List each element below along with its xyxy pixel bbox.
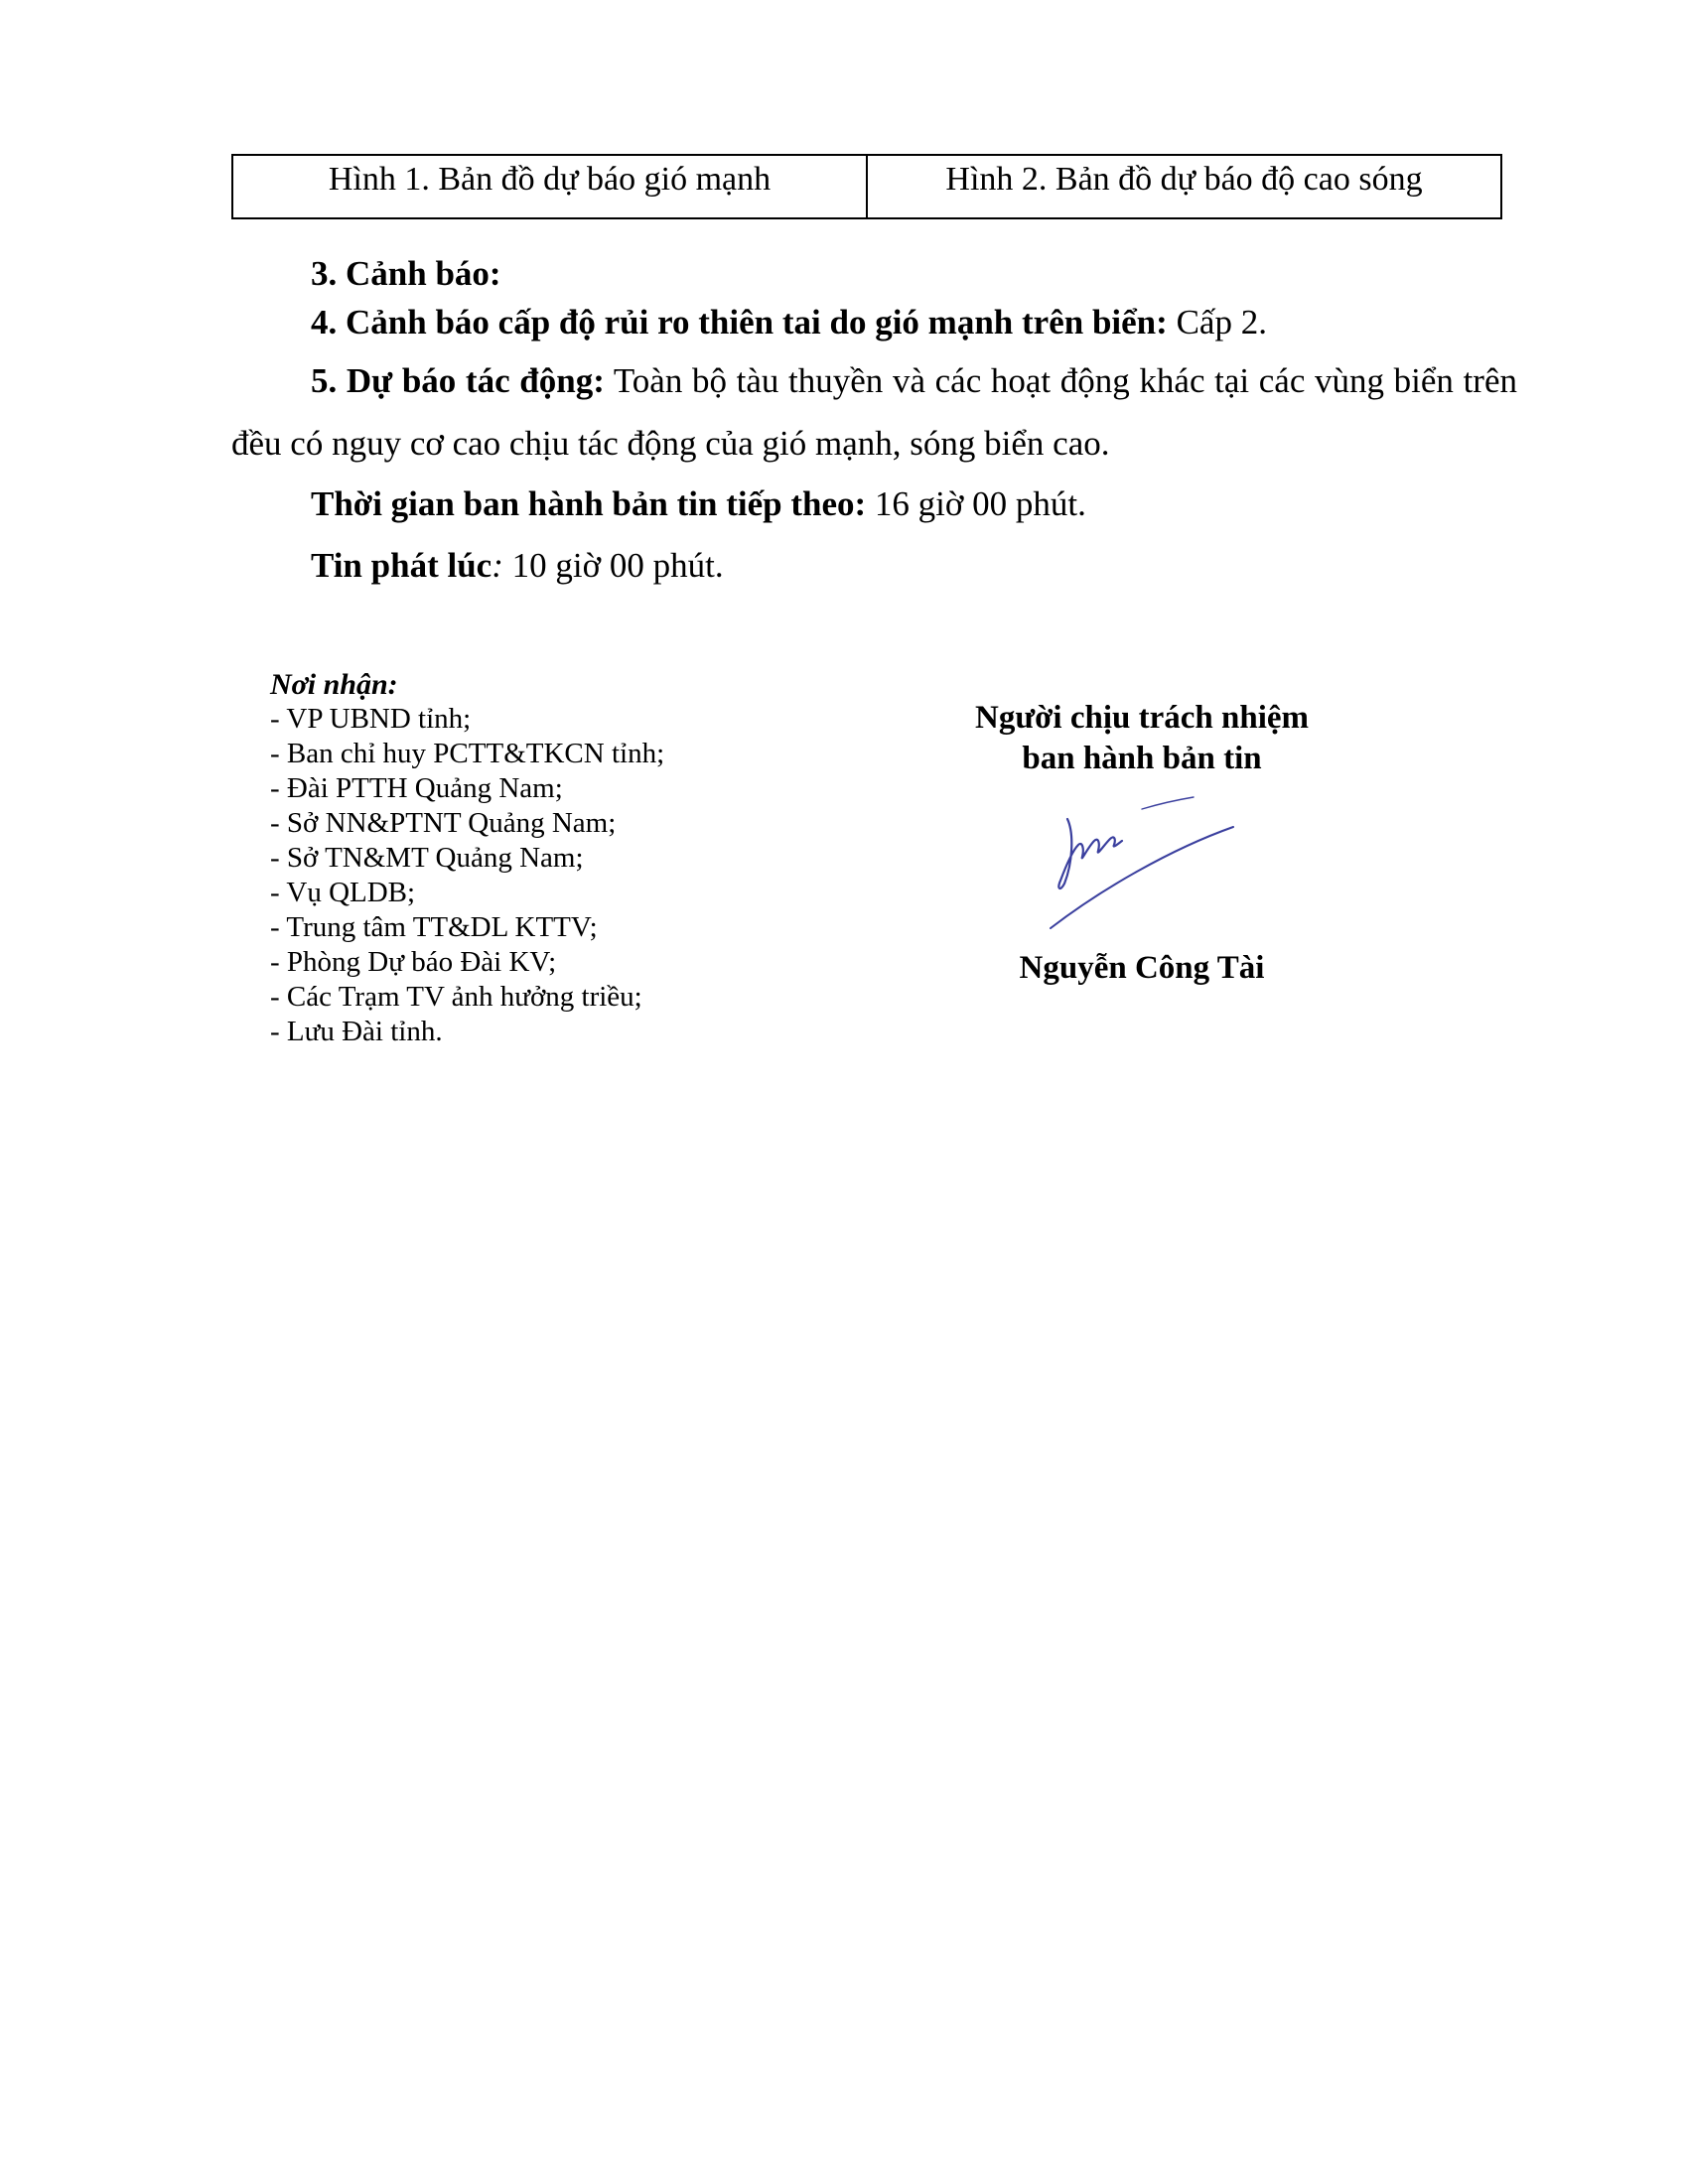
section-4-value: Cấp 2. bbox=[1167, 303, 1267, 341]
section-4-risk-level bbox=[231, 303, 1517, 342]
next-issue-label: Thời gian ban hành bản tin tiếp theo: bbox=[311, 484, 867, 523]
section-5-impact bbox=[231, 349, 1517, 475]
next-issue-time bbox=[231, 484, 1517, 524]
recipient-item: - VP UBND tỉnh; bbox=[270, 703, 472, 735]
recipient-item: - Đài PTTH Quảng Nam; bbox=[270, 772, 563, 804]
figure-caption-table bbox=[231, 154, 1502, 219]
signer-title bbox=[894, 698, 1390, 779]
issued-at-label: Tin phát lúc bbox=[311, 546, 492, 585]
section-5-value: Toàn bộ tàu thuyền và các hoạt động khác tại các vùng biển trên đều có nguy cơ cao chịu tác động của gió mạnh, sóng biển cao. bbox=[231, 361, 1517, 463]
recipient-item: - Các Trạm TV ảnh hưởng triều; bbox=[270, 981, 642, 1013]
recipient-item: - Sở TN&MT Quảng Nam; bbox=[270, 842, 584, 874]
recipient-item: - Phòng Dự báo Đài KV; bbox=[270, 946, 557, 978]
recipients-block bbox=[270, 667, 866, 1049]
recipients-title: Nơi nhận: bbox=[270, 668, 398, 701]
issued-at-colon: : bbox=[492, 546, 503, 585]
signer-title-line1: Người chịu trách nhiệm bbox=[975, 700, 1309, 736]
signer-name: Nguyễn Công Tài bbox=[1019, 950, 1265, 986]
signer-title-line2: ban hành bản tin bbox=[1022, 741, 1262, 776]
handwritten-signature bbox=[1043, 789, 1241, 938]
recipient-item: - Ban chỉ huy PCTT&TKCN tỉnh; bbox=[270, 738, 665, 769]
section-4-label: 4. Cảnh báo cấp độ rủi ro thiên tai do gió mạnh trên biển: bbox=[311, 303, 1168, 341]
issued-at-value: 10 giờ 00 phút. bbox=[502, 546, 724, 585]
recipient-item: - Vụ QLDB; bbox=[270, 877, 416, 908]
section-3-warning bbox=[231, 254, 1517, 294]
figure-1-caption: Hình 1. Bản đồ dự báo gió mạnh bbox=[232, 155, 867, 218]
recipient-item: - Sở NN&PTNT Quảng Nam; bbox=[270, 807, 617, 839]
recipient-item: - Lưu Đài tỉnh. bbox=[270, 1016, 443, 1047]
section-3-label: 3. Cảnh báo: bbox=[311, 254, 501, 293]
figure-2-caption: Hình 2. Bản đồ dự báo độ cao sóng bbox=[867, 155, 1501, 218]
recipient-item: - Trung tâm TT&DL KTTV; bbox=[270, 911, 598, 943]
issued-at-time bbox=[231, 546, 1517, 586]
section-5-label: 5. Dự báo tác động: bbox=[311, 361, 605, 400]
next-issue-value: 16 giờ 00 phút. bbox=[866, 484, 1086, 523]
